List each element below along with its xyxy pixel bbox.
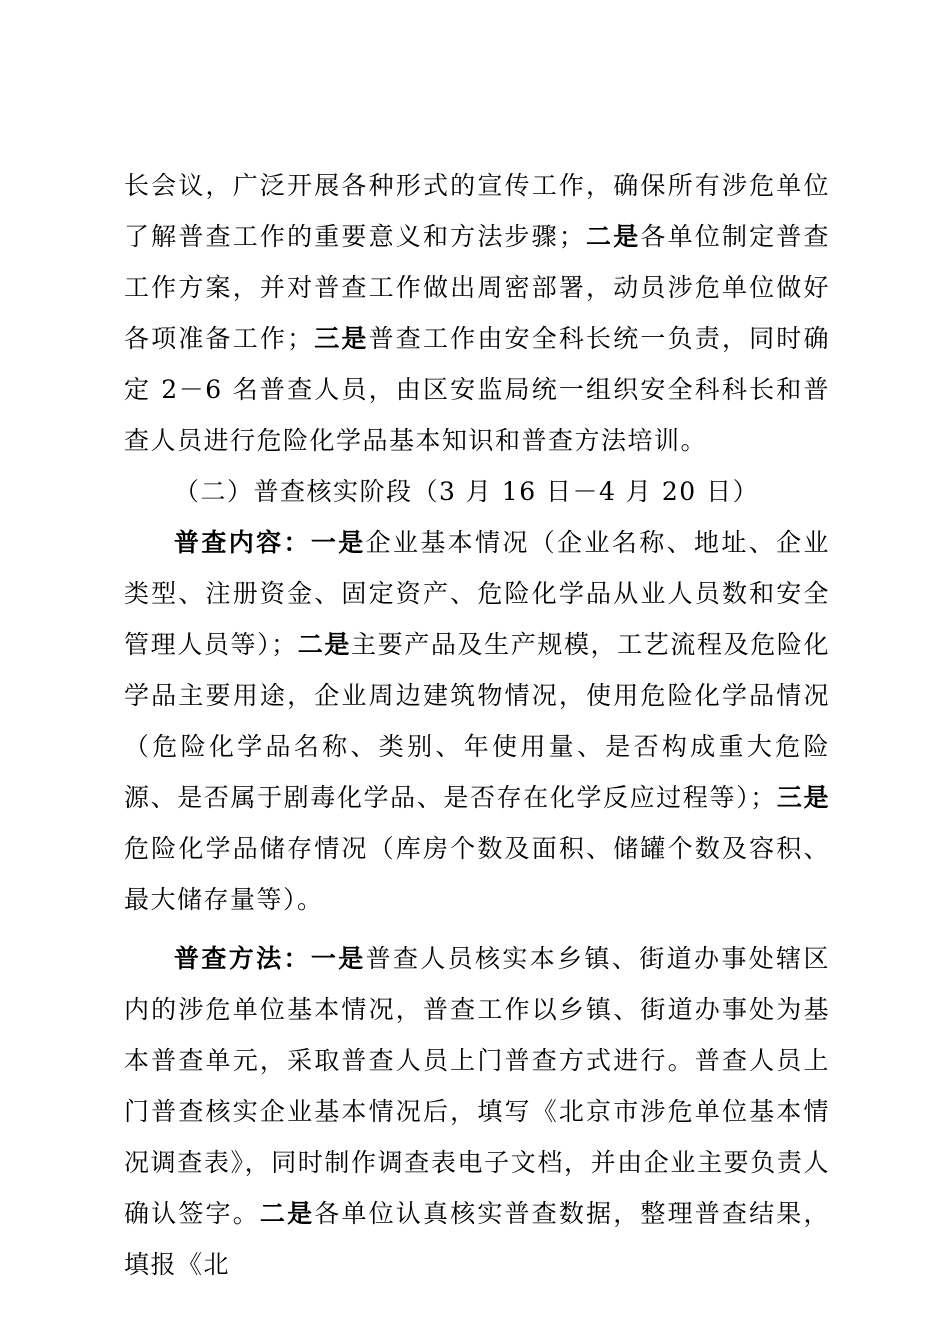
bold-label-survey-method: 普查方法：一是 [174,944,366,973]
section-heading-verification-stage [124,466,830,517]
paragraph-survey-content [124,517,830,925]
bold-label-survey-content: 普查内容：一是 [174,528,366,557]
bold-label-er-shi: 二是 [259,1199,315,1228]
paragraph-survey-method [124,933,830,1290]
text-run: 普查人员核实本乡镇、街道办事处辖区内的涉危单位基本情况，普查工作以乡镇、街道办事处为基本普查单元，采取普查人员上门普查方式进行。普查人员上门普查核实企业基本情况后，填写《北京市涉危单位基本情况调查表》，同时制作调查表电子文档，并由企业主要负责人确认签字。 [124,944,830,1228]
bold-label-san-shi: 三是 [776,783,830,812]
bold-label-er-shi: 二是 [297,630,352,659]
bold-label-er-shi: 二是 [585,222,641,251]
document-body [124,160,830,1290]
paragraph-publicity-and-training [124,160,830,466]
text-run: 各单位制定普查工作方案，并对普查工作做出周密部署，动员涉危单位做好各项准备工作； [124,222,830,353]
text-run: 危险化学品储存情况（库房个数及面积、储罐个数及容积、最大储存量等）。 [124,834,830,914]
bold-label-san-shi: 三是 [313,324,369,353]
text-run: 各单位认真核实普查数据，整理普查结果，填报《北 [124,1199,830,1279]
text-run: 长会议，广泛开展各种形式的宣传工作，确保所有涉危单位了解普查工作的重要意义和方法步骤； [124,171,830,251]
text-run: 普查工作由安全科长统一负责，同时确定 2－6 名普查人员，由区安监局统一组织安全科科长和普查人员进行危险化学品基本知识和普查方法培训。 [124,324,830,455]
text-run: 主要产品及生产规模，工艺流程及危险化学品主要用途，企业周边建筑物情况，使用危险化学品情况（危险化学品名称、类别、年使用量、是否构成重大危险源、是否属于剧毒化学品、是否存在化学反应过程等）； [124,630,830,812]
text-run: 企业基本情况（企业名称、地址、企业类型、注册资金、固定资产、危险化学品从业人员数和安全管理人员等）； [124,528,830,659]
section-heading-text: （二）普查核实阶段（3 月 16 日－4 月 20 日） [174,477,760,506]
